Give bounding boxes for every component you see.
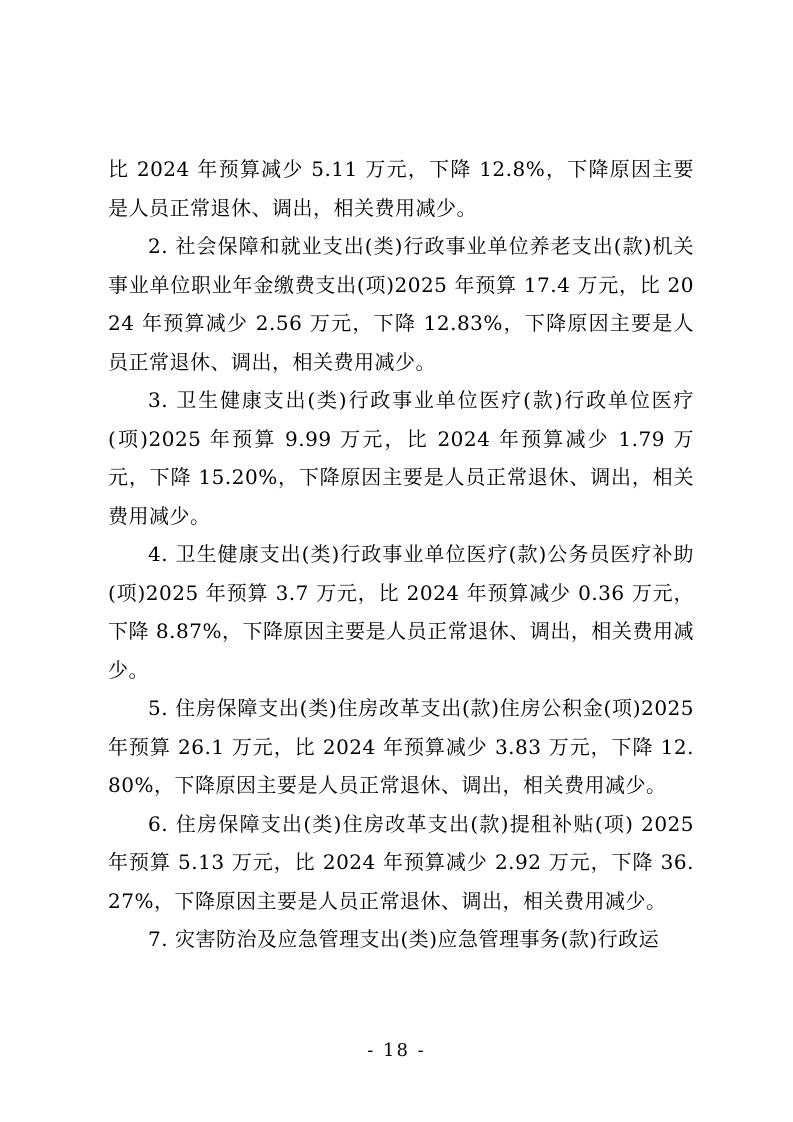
paragraph-item-7: 7. 灾害防治及应急管理支出(类)应急管理事务(款)行政运 <box>148 927 660 951</box>
page-number: - 18 - <box>367 1040 426 1061</box>
paragraph-item-5: 5. 住房保障支出(类)住房改革支出(款)住房公积金(项)2025 年预算 26.1 万元，比 2024 年预算减少 3.83 万元，下降 12.80%，下降原因主要是人员正常退休、调出，相关费用减少。 <box>108 696 694 797</box>
paragraph-item-6: 6. 住房保障支出(类)住房改革支出(款)提租补贴(项) 2025 年预算 5.13 万元，比 2024 年预算减少 2.92 万元，下降 36.27%，下降原因主要是人员正常退休、调出，相关费用减少。 <box>108 811 694 913</box>
document-body <box>108 150 694 959</box>
paragraph-continuation: 比 2024 年预算减少 5.11 万元，下降 12.8%，下降原因主要是人员正常退休、调出，相关费用减少。 <box>108 157 694 220</box>
paragraph-item-2: 2. 社会保障和就业支出(类)行政事业单位养老支出(款)机关事业单位职业年金缴费支出(项)2025 年预算 17.4 万元，比 2024 年预算减少 2.56 万元，下降 12.83%，下降原因主要是人员正常退休、调出，相关费用减少。 <box>108 234 694 374</box>
paragraph-item-4: 4. 卫生健康支出(类)行政事业单位医疗(款)公务员医疗补助(项)2025 年预算 3.7 万元，比 2024 年预算减少 0.36 万元，下降 8.87%，下降原因主要是人员正常退休、调出，相关费用减少。 <box>108 542 694 682</box>
paragraph-item-3: 3. 卫生健康支出(类)行政事业单位医疗(款)行政单位医疗(项)2025 年预算 9.99 万元，比 2024 年预算减少 1.79 万元，下降 15.20%，下降原因主要是人员正常退休、调出，相关费用减少。 <box>108 388 694 528</box>
